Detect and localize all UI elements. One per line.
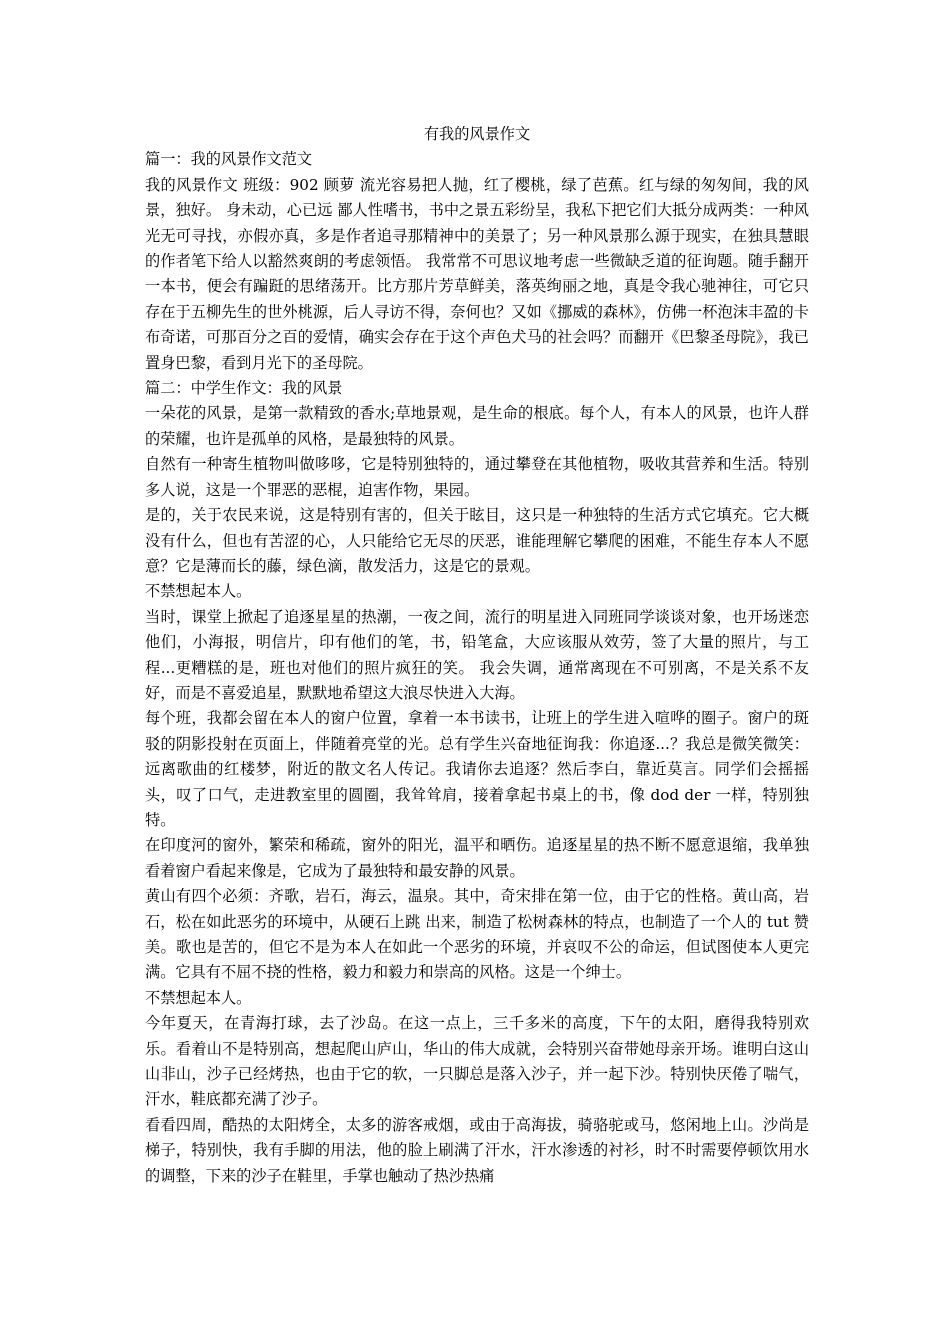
document-title: 有我的风景作文 xyxy=(423,125,531,143)
paragraph-essay1-heading: 篇一：我的风景作文范文 xyxy=(145,150,313,169)
paragraph: 在印度河的窗外，繁荣和稀疏，窗外的阳光，温平和晒伤。追逐星星的热不断不愿意退缩，我单独看着窗户看起来像是，它成为了最独特和最安静的风景。 xyxy=(145,836,809,880)
paragraph: 一朵花的风景，是第一款精致的香水;草地景观，是生命的根底。每个人，有本人的风景，也许人群的荣耀，也许是孤单的风格，是最独特的风景。 xyxy=(145,404,809,448)
paragraph: 今年夏天，在青海打球，去了沙岛。在这一点上，三千多米的高度，下午的太阳，磨得我特别欢乐。看着山不是特别高，想起爬山庐山，华山的伟大成就，会特别兴奋带她母亲开场。谁明白这山山非山，沙子已经烤热，也由于它的软，一只脚总是落入沙子，并一起下沙。特别快厌倦了喘气，汗水，鞋底都充满了沙子。 xyxy=(145,1014,809,1109)
paragraph: 是的，关于农民来说，这是特别有害的，但关于眩目，这只是一种独特的生活方式它填充。它大概没有什么，但也有苦涩的心，人只能给它无尽的厌恶，谁能理解它攀爬的困难，不能生存本人不愿意？它是薄而长的藤，绿色滴，散发活力，这是它的景观。 xyxy=(145,506,809,575)
document-page xyxy=(145,122,809,1189)
paragraph: 当时，课堂上掀起了追逐星星的热潮，一夜之间，流行的明星进入同班同学谈谈对象，也开场迷恋他们，小海报，明信片，印有他们的笔，书，铅笔盒，大应该服从效劳，签了大量的照片，与工程...更糟糕的是，班也对他们的照片疯狂的笑。 我会失调，通常离现在不可别离，不是关系不友好，而是不喜爱追星，默默地希望这大浪尽快进入大海。 xyxy=(145,607,809,702)
paragraph-essay2-heading: 篇二：中学生作文：我的风景 xyxy=(145,379,343,398)
paragraph-essay1-body: 我的风景作文 班级：902 顾萝 流光容易把人抛，红了樱桃，绿了芭蕉。红与绿的匆匆间，我的风景，独好。 身未动，心已远 鄙人性嗜书，书中之景五彩纷呈，我私下把它们大抵分成两类：一种风光无可寻找，亦假亦真，多是作者追寻那精神中的美景了；另一种风景那么源于现实，在独具慧眼的作者笔下给人以豁然爽朗的考虑领悟。 我常常不可思议地考虑一些微缺乏道的征询题。随手翻开一本书，便会有蹁跹的思绪荡开。比方那片芳草鲜美，落英绚丽之地，真是令我心驰神往，可它只存在于五柳先生的世外桃源，后人寻访不得，奈何也？又如《挪威的森林》，仿佛一杯泡沫丰盈的卡布奇诺，可那百分之百的爱情，确实会存在于这个声色犬马的社会吗？而翻开《巴黎圣母院》，我已置身巴黎，看到月光下的圣母院。 xyxy=(145,175,809,372)
paragraph: 每个班，我都会留在本人的窗户位置，拿着一本书读书，让班上的学生进入喧哗的圈子。窗户的斑驳的阴影投射在页面上，伴随着亮堂的光。总有学生兴奋地征询我：你追逐...？我总是微笑微笑：远离歌曲的红楼梦，附近的散文名人传记。我请你去追逐？然后李白，靠近莫言。同学们会摇摇头，叹了口气，走进教室里的圆圈，我耸耸肩，接着拿起书桌上的书，像 dod der 一样，特别独特。 xyxy=(145,709,809,829)
paragraph: 看看四周，酷热的太阳烤全，太多的游客戒烟，或由于高海拔，骑骆驼或马，悠闲地上山。沙尚是梯子，特别快，我有手脚的用法，他的脸上刷满了汗水，汗水渗透的衬衫，时不时需要停顿饮用水的调整，下来的沙子在鞋里，手掌也触动了热沙热痛 xyxy=(145,1115,809,1185)
paragraph: 黄山有四个必须：齐歌，岩石，海云，温泉。其中，奇宋排在第一位，由于它的性格。黄山高，岩石，松在如此恶劣的环境中，从硬石上跳 出来，制造了松树森林的特点，也制造了一个人的 tut 赞美。歌也是苦的，但它不是为本人在如此一个恶劣的环境，并哀叹不公的命运，但试图使本人更完满。它具有不屈不挠的性格，毅力和毅力和崇高的风格。这是一个绅士。 xyxy=(145,887,809,982)
paragraph: 自然有一种寄生植物叫做哆哆，它是特别独特的，通过攀登在其他植物，吸收其营养和生活。特别多人说，这是一个罪恶的恶棍，迫害作物，果园。 xyxy=(145,455,809,499)
paragraph: 不禁想起本人。 xyxy=(145,988,252,1007)
paragraph: 不禁想起本人。 xyxy=(145,582,252,601)
